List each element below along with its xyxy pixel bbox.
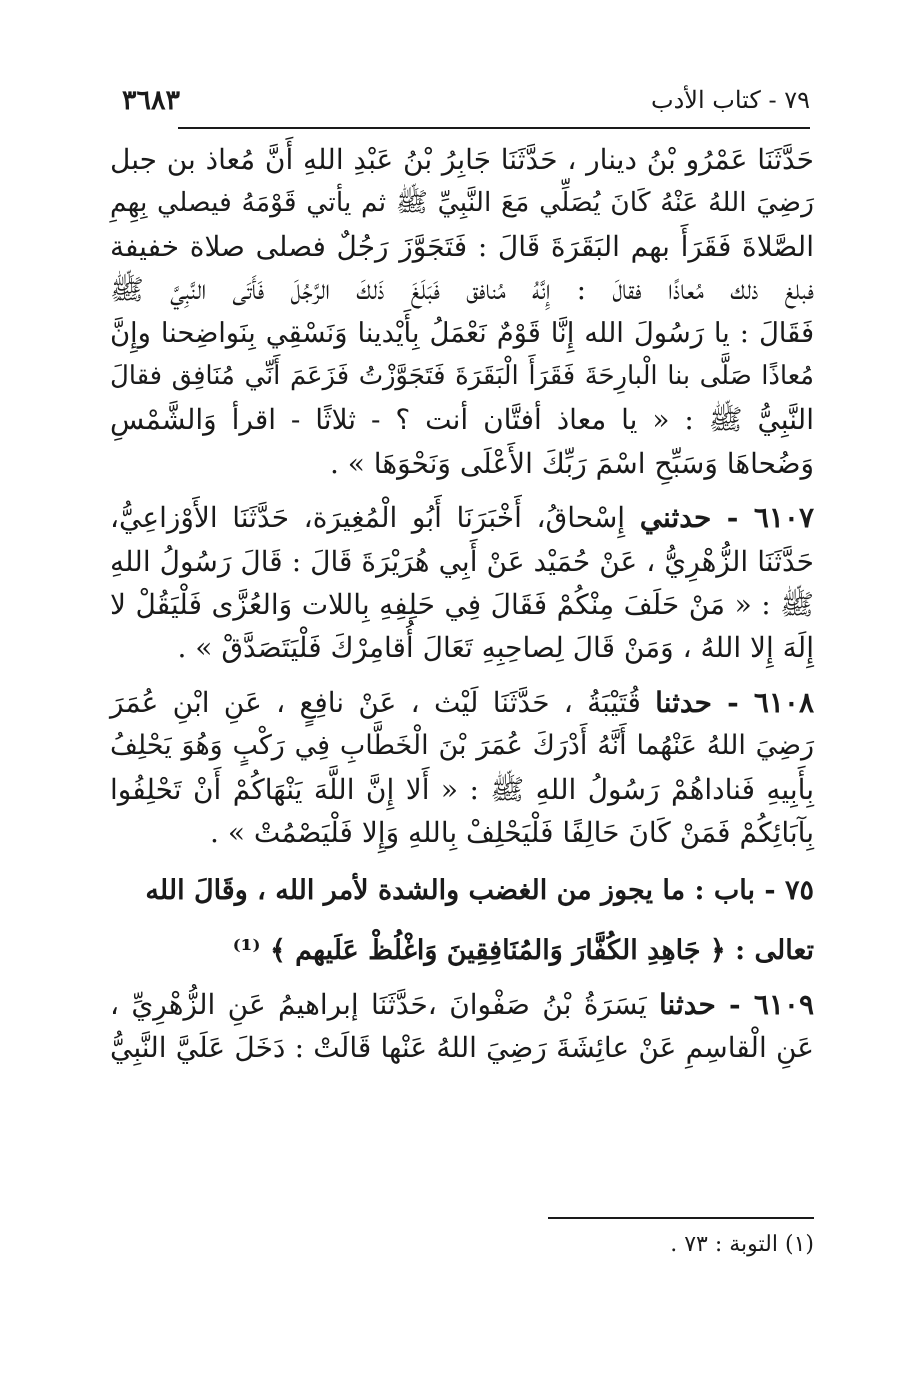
- hadith-lead-word: حدثنا: [655, 685, 712, 719]
- text-line: النَّبِيُّ ﷺ : « يا معاذ أفتَّان أنت ؟ - ثلاثًا - اقرأ وَالشَّمْسِ: [110, 403, 814, 437]
- chapter-heading: [110, 861, 814, 981]
- text-line: الصَّلاةَ فَقَرَأَ بهم البَقَرَةَ قَالَ : فَتَجَوَّزَ رَجُلٌ فصلى صلاة خفيفة: [110, 229, 814, 263]
- text-line: حَدَّثَنَا عَمْرُو بْنُ دينار ، حَدَّثَنَا جَابِرُ بْنُ عَبْدِ اللهِ أَنَّ مُعاذ بن جبل: [110, 143, 814, 176]
- chapter-heading-line: تعالى : ﴿ جَاهِدِ الكُفَّارَ وَالمُنَافِقِينَ وَاغْلُظْ عَلَيهم ﴾ ⁽¹⁾: [232, 934, 814, 966]
- hadith-paragraph-6108: [110, 681, 814, 855]
- text-line: مُعاذًا صَلَّى بنا الْبارِحَةَ فَقَرَأَ الْبَقَرَةَ فَتَجَوَّزْتُ فَزَعَمَ أَنِّي مُنَافِق فقالَ: [110, 361, 814, 392]
- hadith-paragraph-continued: [110, 138, 814, 485]
- text-line: حَدَّثَنَا الزُّهْرِيُّ ، عَنْ حُمَيْد عَنْ أَبِي هُرَيْرَةَ قَالَ : قَالَ رَسُولُ اللهِ: [110, 544, 814, 578]
- hadith-number: ٦١٠٧: [753, 501, 814, 535]
- text-line: ٦١٠٧ - حدثني إِسْحاقُ، أَخْبَرَنَا أَبُو الْمُغِيرَة، حَدَّثَنَا الأَوْزاعِيُّ،: [110, 501, 814, 535]
- hadith-number: ٦١٠٨: [753, 685, 814, 719]
- footnote-rule: [548, 1217, 814, 1219]
- header-rule: [178, 127, 810, 129]
- running-chapter-title: ٧٩ - كتاب الأدب: [651, 86, 810, 114]
- hadith-lead-word: حدثنا: [659, 987, 716, 1021]
- footnote: (١) التوبة : ٧٣ .: [670, 1232, 814, 1257]
- text-line: رَضِيَ اللهُ عَنْهُ كَانَ يُصَلِّي مَعَ النَّبِيِّ ﷺ ثم يأتي قَوْمَهُ فيصلي بِهِمِ: [110, 187, 814, 219]
- text-line: إِلَهَ إِلا اللهُ ، وَمَنْ قَالَ لِصاحِبِهِ تَعَالَ أُقامِرْكَ فَلْيَتَصَدَّقْ » .: [177, 631, 814, 665]
- text-line: ٦١٠٩ - حدثنا يَسَرَةُ بْنُ صَفْوانَ ،حَدَّثَنَا إبراهيمُ عَنِ الزُّهْرِيِّ ،: [110, 987, 814, 1021]
- page-number: ٣٦٨٣: [122, 84, 181, 116]
- text-line: بِأَبِيهِ فَناداهُمْ رَسُولُ اللهِ ﷺ : « أَلا إِنَّ اللَّهَ يَنْهَاكُمْ أَنْ تَحْلِفُوا: [110, 772, 814, 806]
- page-body: [110, 138, 814, 1069]
- chapter-heading-line: ٧٥ - باب : ما يجوز من الغضب والشدة لأمر الله ، وقَالَ الله: [145, 874, 814, 906]
- text-line: رَضِيَ اللهُ عَنْهُما أَنَّهُ أَدْرَكَ عُمَرَ بْنَ الْخَطَّابِ فِي رَكْبٍ وَهُوَ يَحْلِفُ: [110, 730, 814, 762]
- text-line: عَنِ الْقاسِمِ عَنْ عائِشَةَ رَضِيَ اللهُ عَنْها قَالَتْ : دَخَلَ عَلَيَّ النَّبِيُّ: [110, 1030, 815, 1064]
- text-line: ﷺ : « مَنْ حَلَفَ مِنْكُمْ فَقَالَ فِي حَلِفِهِ بِاللات وَالعُزَّى فَلْيَقُلْ لا: [110, 588, 814, 622]
- hadith-paragraph-6109: [110, 983, 814, 1070]
- text-line: وَضُحاهَا وَسَبِّحِ اسْمَ رَبِّكَ الأَعْلَى وَنَحْوَهَا » .: [329, 446, 814, 480]
- page-header: [122, 80, 810, 120]
- text-line: فَقَالَ : يا رَسُولَ الله إِنَّا قَوْمٌ نَعْمَلُ بِأَيْدينا وَنَسْقِي بِنَواضِحنا وإِنَّ: [110, 317, 814, 349]
- text-line: فبلغ ذلك مُعاذًا فقالَ : إِنَّهُ مُنافق فَبَلَغَ ذَلكَ الرَّجُلَ فَأَتَى النَّبِيَّ ﷺ: [110, 273, 814, 307]
- text-line: ٦١٠٨ - حدثنا قُتَيْبَةُ ، حَدَّثَنَا لَيْث ، عَنْ نافِعٍ ، عَنِ ابْنِ عُمَرَ: [110, 685, 814, 719]
- hadith-lead-word: حدثني: [639, 501, 712, 535]
- text-line: بِآبَائِكُمْ فَمَنْ كَانَ حَالِفًا فَلْيَحْلِفْ بِاللهِ وَإِلا فَلْيَصْمُتْ » .: [210, 816, 814, 850]
- hadith-paragraph-6107: [110, 496, 814, 670]
- hadith-number: ٦١٠٩: [753, 987, 814, 1021]
